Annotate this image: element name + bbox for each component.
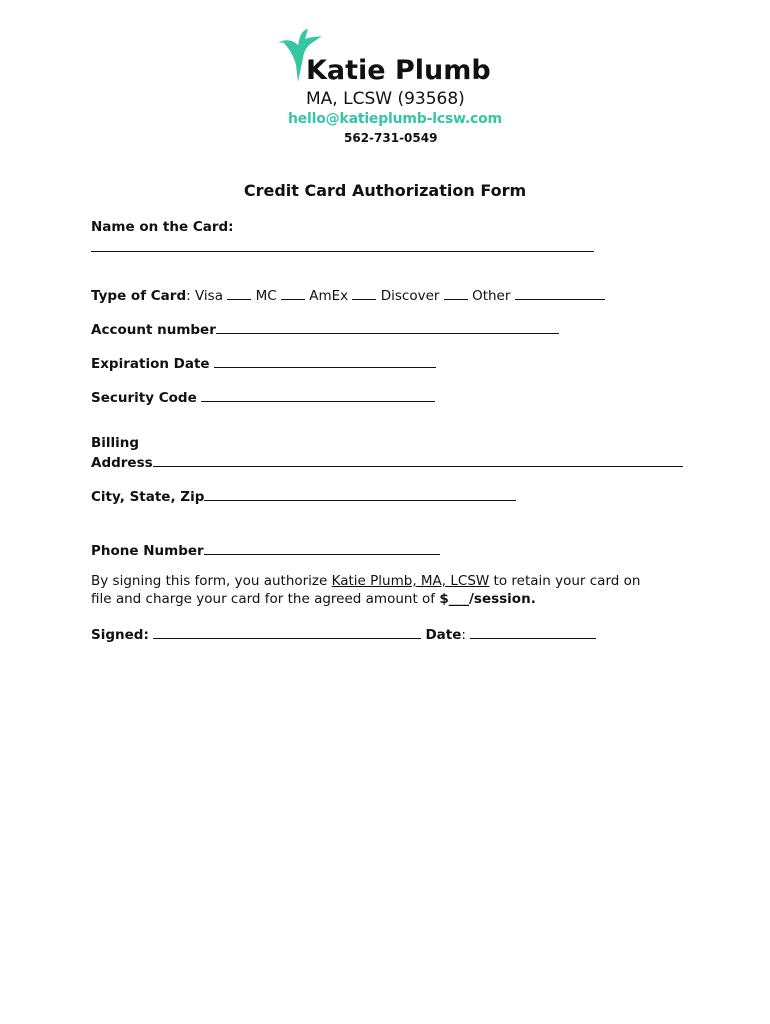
signature-row: [91, 624, 596, 644]
account-number-field[interactable]: [216, 319, 559, 334]
signature-field[interactable]: [153, 624, 421, 639]
other-blank[interactable]: [515, 285, 605, 300]
billing-label-row: [91, 434, 139, 452]
name-on-card-field[interactable]: [91, 251, 594, 252]
form-title: Credit Card Authorization Form: [243, 181, 527, 200]
card-type-mc: MC: [255, 288, 277, 304]
letterhead: [0, 0, 770, 160]
authorization-line-2: [91, 590, 536, 608]
city-state-zip-field[interactable]: [204, 486, 516, 501]
auth-text-1: By signing this form, you authorize: [91, 573, 332, 589]
billing-address-label: Address: [91, 455, 153, 471]
brand-credentials: MA, LCSW (93568): [306, 89, 465, 109]
amex-blank[interactable]: [352, 285, 376, 300]
date-field[interactable]: [470, 624, 596, 639]
city-state-zip-row: [91, 486, 516, 506]
brand-name: Katie Plumb: [306, 55, 491, 86]
card-type-other: Other: [472, 288, 511, 304]
expiration-field[interactable]: [214, 353, 436, 368]
account-number-row: [91, 319, 559, 339]
auth-text-3: file and charge your card for the agreed amount of: [91, 591, 440, 607]
discover-blank[interactable]: [444, 285, 468, 300]
billing-address-row: [91, 452, 683, 472]
billing-label: Billing: [91, 435, 140, 451]
card-type-visa: Visa: [194, 288, 223, 304]
signed-label: Signed:: [91, 627, 149, 643]
card-type-row: [91, 285, 605, 305]
mc-blank[interactable]: [281, 285, 305, 300]
card-type-colon: :: [186, 288, 191, 304]
brand-email[interactable]: hello@katieplumb-lcsw.com: [288, 111, 502, 127]
date-colon: :: [461, 627, 466, 643]
billing-address-field[interactable]: [153, 452, 683, 467]
auth-text-2: to retain your card on: [489, 573, 641, 589]
account-number-label: Account number: [91, 322, 216, 338]
card-type-label: Type of Card: [91, 288, 187, 304]
name-on-card-label: Name on the Card:: [91, 219, 234, 235]
name-on-card-row: [91, 218, 234, 236]
security-code-row: [91, 387, 435, 407]
expiration-label: Expiration Date: [91, 356, 210, 372]
card-type-amex: AmEx: [309, 288, 349, 304]
expiration-row: [91, 353, 436, 373]
date-label: Date: [425, 627, 462, 643]
phone-number-row: [91, 540, 440, 560]
auth-provider-name: Katie Plumb, MA, LCSW: [331, 573, 490, 589]
security-code-field[interactable]: [201, 387, 435, 402]
auth-amount: $___/session.: [439, 591, 536, 607]
brand-phone: 562-731-0549: [344, 131, 438, 145]
phone-number-field[interactable]: [204, 540, 440, 555]
authorization-line-1: [91, 572, 640, 590]
security-code-label: Security Code: [91, 390, 197, 406]
visa-blank[interactable]: [227, 285, 251, 300]
card-type-discover: Discover: [380, 288, 440, 304]
city-state-zip-label: City, State, Zip: [91, 489, 205, 505]
phone-number-label: Phone Number: [91, 543, 204, 559]
